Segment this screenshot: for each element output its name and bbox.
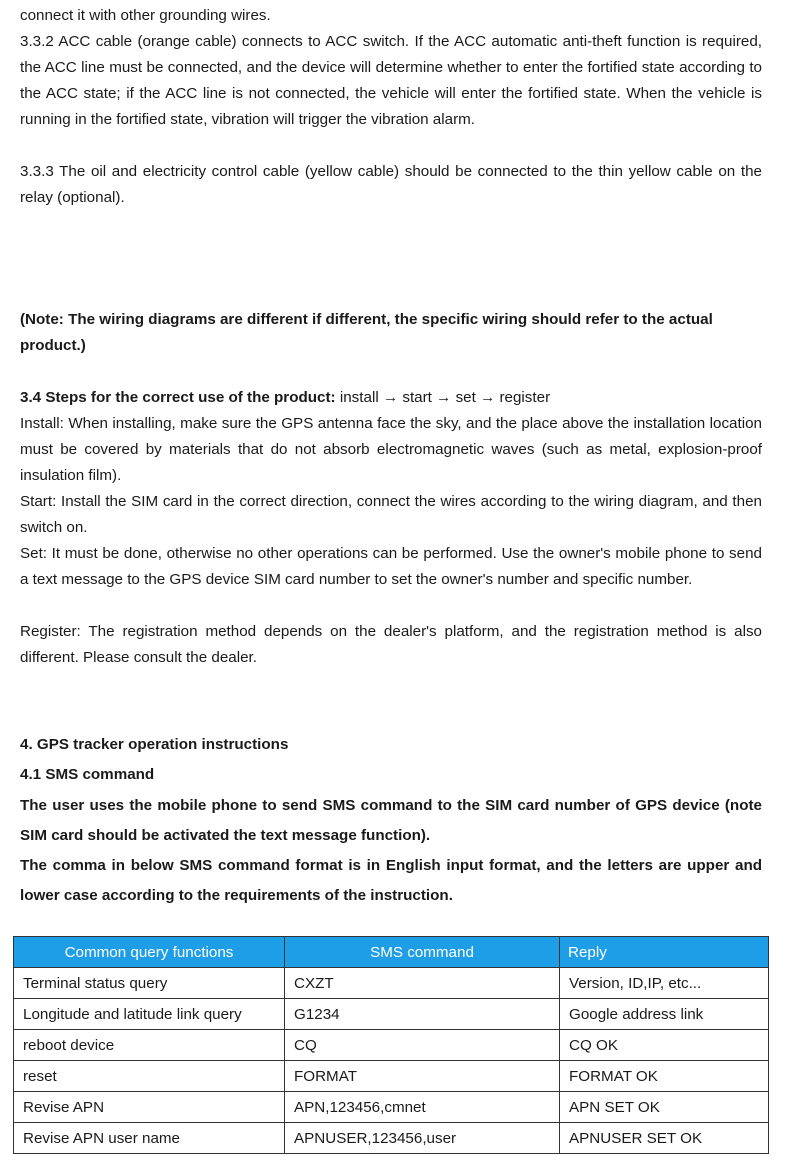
paragraph-3-3-2: 3.3.2 ACC cable (orange cable) connects to ACC switch. If the ACC automatic anti-theft function is required, the ACC line must be connected, and the device will determine whether to enter the fortified state according to the ACC state; if the ACC line is not connected, the vehicle will enter the fortified state. When the vehicle is running in the fortified state, vibration will trigger the vibration alarm. bbox=[20, 33, 762, 128]
header-reply: Reply bbox=[560, 937, 769, 968]
cell-reply: Version, ID,IP, etc... bbox=[560, 968, 769, 999]
step-set: set bbox=[455, 389, 476, 406]
cell-reply: APN SET OK bbox=[560, 1092, 769, 1123]
sms-command-table bbox=[13, 936, 769, 1154]
paragraph-start: Start: Install the SIM card in the correct direction, connect the wires according to the wiring diagram, and then switch on. bbox=[20, 493, 762, 536]
paragraph-install: Install: When installing, make sure the GPS antenna face the sky, and the place above the installation location must be covered by materials that do not absorb electromagnetic waves (such as metal, explosion-proof insulation film). bbox=[20, 415, 762, 484]
cell-command: CXZT bbox=[285, 968, 560, 999]
table-row bbox=[14, 1123, 769, 1154]
table-row bbox=[14, 1061, 769, 1092]
cell-command: APNUSER,123456,user bbox=[285, 1123, 560, 1154]
paragraph-set: Set: It must be done, otherwise no other operations can be performed. Use the owner's mobile phone to send a text message to the GPS device SIM card number to set the owner's number and specific number. bbox=[20, 545, 762, 588]
steps-heading: 3.4 Steps for the correct use of the product: bbox=[20, 389, 336, 406]
paragraph-register: Register: The registration method depends on the dealer's platform, and the registration method is also different. Please consult the dealer. bbox=[20, 623, 762, 666]
table-header-row bbox=[14, 937, 769, 968]
arrow-icon: → bbox=[382, 389, 399, 406]
arrow-icon: → bbox=[436, 389, 452, 406]
cell-reply: FORMAT OK bbox=[560, 1061, 769, 1092]
header-sms-command: SMS command bbox=[285, 937, 560, 968]
step-start: start bbox=[402, 389, 432, 406]
step-register: register bbox=[499, 389, 551, 406]
table-row bbox=[14, 1030, 769, 1061]
cell-command: G1234 bbox=[285, 999, 560, 1030]
table-row bbox=[14, 1092, 769, 1123]
table-row bbox=[14, 999, 769, 1030]
comma-format-paragraph: The comma in below SMS command format is in English input format, and the letters are upper and lower case according to the requirements of the instruction. bbox=[20, 857, 762, 904]
wiring-note: (Note: The wiring diagrams are different if different, the specific wiring should refer to the actual product.) bbox=[20, 311, 713, 354]
sms-instruction-paragraph: The user uses the mobile phone to send SMS command to the SIM card number of GPS device (note SIM card should be activated the text message function). bbox=[20, 797, 762, 844]
cell-command: APN,123456,cmnet bbox=[285, 1092, 560, 1123]
section-4-heading: 4. GPS tracker operation instructions bbox=[20, 736, 289, 753]
paragraph-grounding: connect it with other grounding wires. bbox=[20, 7, 271, 24]
cell-function: Revise APN user name bbox=[14, 1123, 285, 1154]
cell-reply: Google address link bbox=[560, 999, 769, 1030]
cell-command: FORMAT bbox=[285, 1061, 560, 1092]
paragraph-3-3-3: 3.3.3 The oil and electricity control cable (yellow cable) should be connected to the thin yellow cable on the relay (optional). bbox=[20, 163, 762, 206]
section-4-1-heading: 4.1 SMS command bbox=[20, 766, 155, 783]
cell-function: Terminal status query bbox=[14, 968, 285, 999]
header-query-functions: Common query functions bbox=[14, 937, 285, 968]
step-install: install bbox=[339, 389, 379, 406]
arrow-icon: → bbox=[480, 389, 496, 406]
table-row bbox=[14, 968, 769, 999]
cell-function: reboot device bbox=[14, 1030, 285, 1061]
cell-command: CQ bbox=[285, 1030, 560, 1061]
cell-reply: CQ OK bbox=[560, 1030, 769, 1061]
cell-reply: APNUSER SET OK bbox=[560, 1123, 769, 1154]
cell-function: Longitude and latitude link query bbox=[14, 999, 285, 1030]
cell-function: Revise APN bbox=[14, 1092, 285, 1123]
steps-heading-line bbox=[20, 385, 762, 411]
cell-function: reset bbox=[14, 1061, 285, 1092]
